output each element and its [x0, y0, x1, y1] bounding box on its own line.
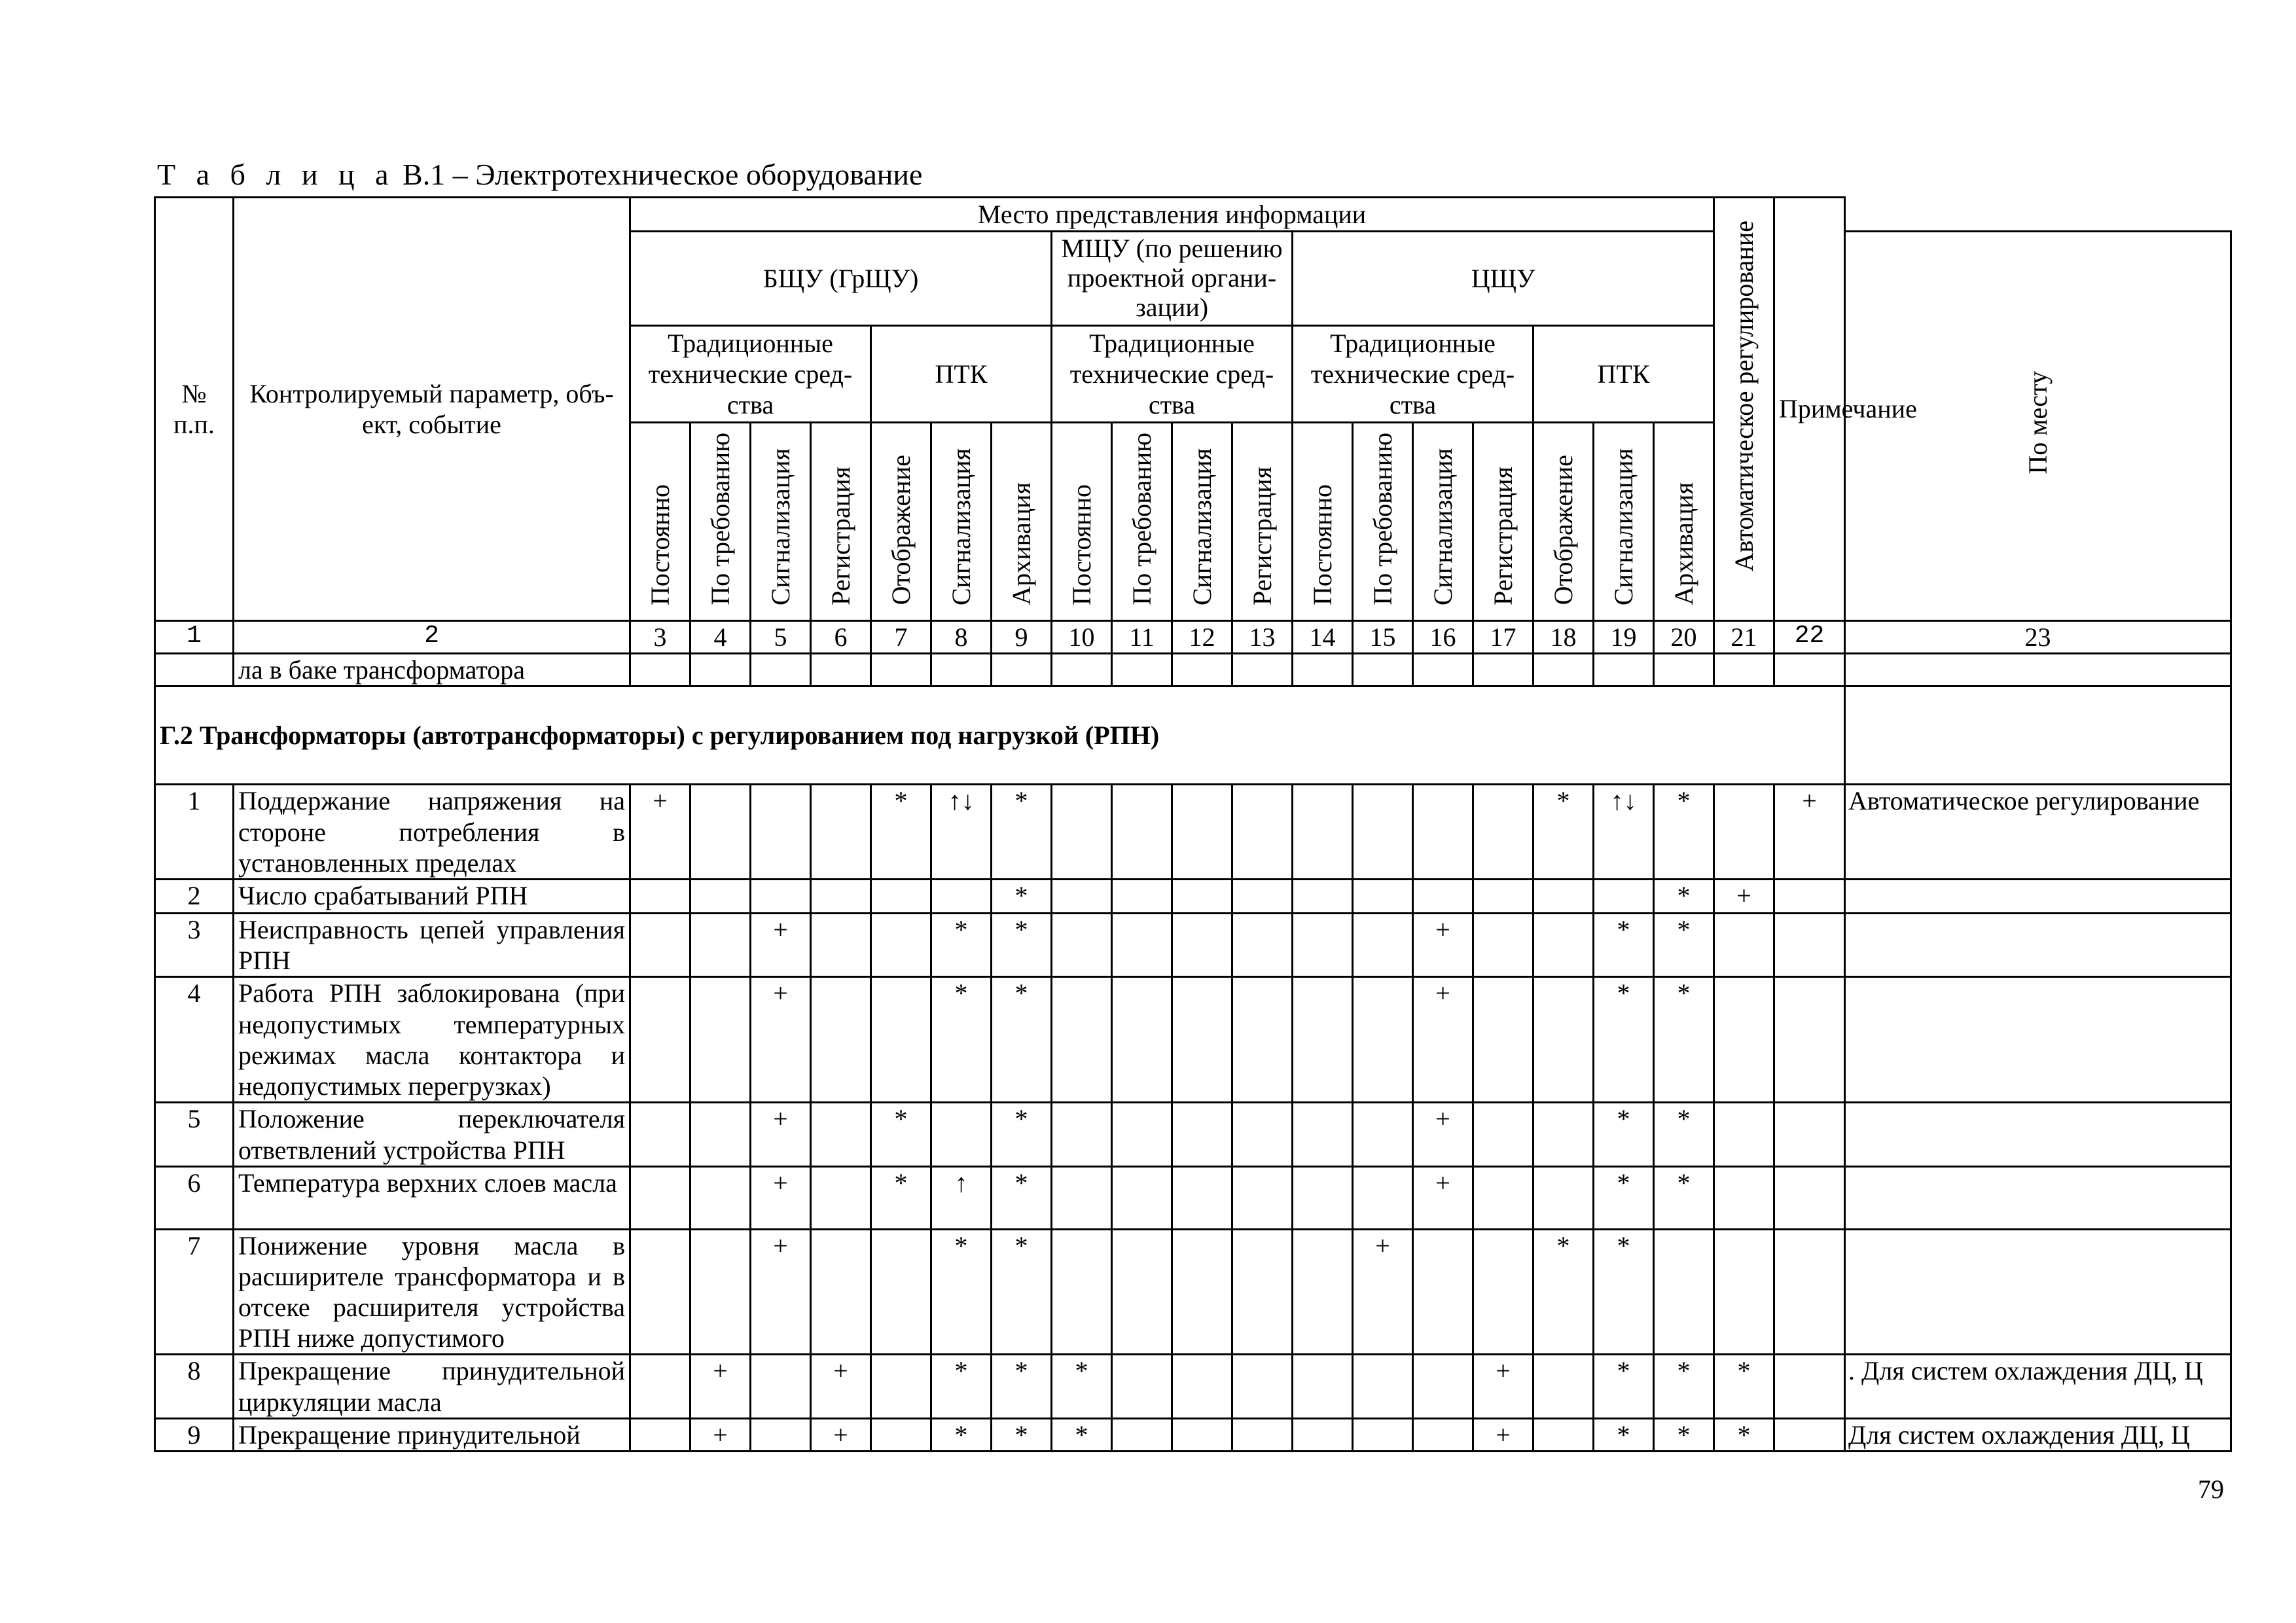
mark-cell — [1774, 1355, 1845, 1418]
mark-cell: + — [1413, 1166, 1473, 1229]
column-number: 6 — [811, 621, 871, 654]
table-row — [155, 977, 2231, 1103]
mark-cell — [1172, 977, 1232, 1103]
mark-cell — [1172, 1355, 1232, 1418]
mark-cell: + — [811, 1355, 871, 1418]
mark-cell — [751, 785, 811, 880]
mark-cell: * — [1594, 1103, 1654, 1166]
mark-cell — [1112, 1229, 1172, 1355]
mark-cell — [1232, 785, 1293, 880]
header-note: Примечание — [1774, 198, 1845, 621]
mark-cell — [691, 785, 751, 880]
mark-cell: + — [691, 1418, 751, 1451]
mark-cell — [1232, 1229, 1293, 1355]
mark-cell — [1473, 1103, 1534, 1166]
header-auto-regulation: Автоматическое регулирование — [1714, 198, 1774, 621]
column-number: 23 — [1845, 621, 2231, 654]
subheader-2: По требованию — [691, 423, 751, 621]
mark-cell — [1293, 1166, 1353, 1229]
row-note — [1845, 977, 2231, 1103]
mark-cell: * — [1654, 1418, 1714, 1451]
mark-cell — [1232, 1103, 1293, 1166]
mark-cell: + — [691, 1355, 751, 1418]
mark-cell — [1473, 879, 1534, 913]
mark-cell — [630, 1166, 691, 1229]
mark-cell — [1714, 913, 1774, 976]
mark-cell: * — [1594, 1229, 1654, 1355]
mark-cell — [871, 1229, 931, 1355]
mark-cell — [1052, 977, 1112, 1103]
mark-cell: * — [1654, 785, 1714, 880]
mark-cell — [1112, 1166, 1172, 1229]
mark-cell: * — [1654, 977, 1714, 1103]
mark-cell — [1534, 1166, 1594, 1229]
mark-cell — [1052, 1103, 1112, 1166]
mark-cell: + — [811, 1418, 871, 1451]
mark-cell — [1473, 1166, 1534, 1229]
mark-cell — [1293, 1355, 1353, 1418]
mark-cell — [1534, 1355, 1594, 1418]
header-traditional-1: Традиционные технические сред-ства — [630, 326, 871, 423]
table-row — [155, 1103, 2231, 1166]
mark-cell: + — [751, 1166, 811, 1229]
mark-cell — [1172, 879, 1232, 913]
mark-cell — [751, 1418, 811, 1451]
mark-cell — [1774, 879, 1845, 913]
subheader-8: Постоянно — [1052, 423, 1112, 621]
mark-cell — [630, 1418, 691, 1451]
continuation-text: ла в баке трансформатора — [234, 654, 630, 687]
mark-cell: * — [1594, 1355, 1654, 1418]
row-parameter: Число срабатываний РПН — [234, 879, 630, 913]
subheader-17: Сигнализация — [1594, 423, 1654, 621]
column-number: 14 — [1293, 621, 1353, 654]
mark-cell: * — [871, 1166, 931, 1229]
row-number: 9 — [155, 1418, 234, 1451]
section-title: Г.2 Трансформаторы (автотрансформаторы) с регулированием под нагрузкой (РПН) — [155, 687, 1845, 785]
mark-cell — [811, 879, 871, 913]
mark-cell: + — [1774, 785, 1845, 880]
mark-cell: * — [992, 977, 1052, 1103]
column-number: 16 — [1413, 621, 1473, 654]
mark-cell: * — [992, 1355, 1052, 1418]
mark-cell: + — [1353, 1229, 1413, 1355]
mark-cell — [1473, 913, 1534, 976]
mark-cell: * — [1594, 913, 1654, 976]
header-bshu: БЩУ (ГрЩУ) — [630, 232, 1052, 326]
subheader-7: Архивация — [992, 423, 1052, 621]
column-number: 15 — [1353, 621, 1413, 654]
column-number: 20 — [1654, 621, 1714, 654]
mark-cell: * — [992, 1103, 1052, 1166]
subheader-10: Сигнализация — [1172, 423, 1232, 621]
header-traditional-3: Традиционные технические сред-ства — [1293, 326, 1534, 423]
mark-cell — [1413, 1418, 1473, 1451]
mark-cell — [1353, 785, 1413, 880]
mark-cell — [1413, 879, 1473, 913]
column-number: 4 — [691, 621, 751, 654]
header-place-of-information: Место представления информации — [630, 198, 1714, 232]
subheader-11: Регистрация — [1232, 423, 1293, 621]
mark-cell — [1112, 1103, 1172, 1166]
mark-cell — [1714, 1103, 1774, 1166]
table-row — [155, 1355, 2231, 1418]
row-parameter: Температура верхних слоев масла — [234, 1166, 630, 1229]
mark-cell: * — [931, 913, 992, 976]
mark-cell — [1714, 785, 1774, 880]
subheader-12: Постоянно — [1293, 423, 1353, 621]
mark-cell — [1293, 913, 1353, 976]
mark-cell: * — [931, 1229, 992, 1355]
row-number: 5 — [155, 1103, 234, 1166]
mark-cell — [630, 1229, 691, 1355]
row-note — [1845, 1166, 2231, 1229]
mark-cell: * — [992, 879, 1052, 913]
caption-number: В.1 — [403, 158, 446, 191]
mark-cell — [1112, 913, 1172, 976]
row-parameter: Понижение уровня масла в расширителе трансформатора и в отсеке расширителя устройства РПН ниже допустимого — [234, 1229, 630, 1355]
mark-cell — [1774, 977, 1845, 1103]
mark-cell — [1473, 1229, 1534, 1355]
mark-cell: ↑ — [931, 1166, 992, 1229]
table-row — [155, 879, 2231, 913]
mark-cell — [1353, 1103, 1413, 1166]
header-traditional-2: Традиционные технические сред-ства — [1052, 326, 1293, 423]
column-number: 2 — [234, 621, 630, 654]
mark-cell — [1353, 1355, 1413, 1418]
mark-cell: * — [931, 977, 992, 1103]
mark-cell: + — [1473, 1355, 1534, 1418]
mark-cell — [871, 913, 931, 976]
mark-cell — [811, 977, 871, 1103]
subheader-16: Отображение — [1534, 423, 1594, 621]
mark-cell: * — [1654, 1355, 1714, 1418]
mark-cell — [1714, 977, 1774, 1103]
header-ptk-1: ПТК — [871, 326, 1052, 423]
mark-cell: * — [1534, 785, 1594, 880]
mark-cell — [1293, 1229, 1353, 1355]
mark-cell — [1473, 977, 1534, 1103]
mark-cell — [1413, 1229, 1473, 1355]
row-note — [1845, 879, 2231, 913]
mark-cell — [1232, 913, 1293, 976]
mark-cell — [811, 1229, 871, 1355]
mark-cell — [1232, 1166, 1293, 1229]
mark-cell — [1714, 1166, 1774, 1229]
mark-cell: * — [1594, 1418, 1654, 1451]
mark-cell: * — [1594, 977, 1654, 1103]
mark-cell — [630, 879, 691, 913]
mark-cell — [1534, 977, 1594, 1103]
column-number: 11 — [1112, 621, 1172, 654]
subheader-5: Отображение — [871, 423, 931, 621]
mark-cell — [1293, 1418, 1353, 1451]
column-number: 21 — [1714, 621, 1774, 654]
mark-cell — [1232, 1418, 1293, 1451]
mark-cell — [1293, 977, 1353, 1103]
mark-cell — [1232, 977, 1293, 1103]
subheader-6: Сигнализация — [931, 423, 992, 621]
mark-cell — [1534, 913, 1594, 976]
row-number: 4 — [155, 977, 234, 1103]
mark-cell: * — [992, 785, 1052, 880]
row-parameter: Неисправность цепей управления РПН — [234, 913, 630, 976]
mark-cell: + — [751, 1229, 811, 1355]
mark-cell — [1052, 785, 1112, 880]
mark-cell — [811, 1166, 871, 1229]
mark-cell — [1112, 977, 1172, 1103]
subheader-3: Сигнализация — [751, 423, 811, 621]
mark-cell — [1413, 1355, 1473, 1418]
mark-cell — [1112, 1418, 1172, 1451]
row-note: Для систем охлаждения ДЦ, Ц — [1845, 1418, 2231, 1451]
mark-cell: + — [630, 785, 691, 880]
mark-cell: * — [1654, 913, 1714, 976]
mark-cell — [1473, 785, 1534, 880]
header-no: № п.п. — [155, 198, 234, 621]
mark-cell — [1052, 913, 1112, 976]
mark-cell — [1172, 1103, 1232, 1166]
subheader-14: Сигнализация — [1413, 423, 1473, 621]
row-note — [1845, 1103, 2231, 1166]
row-number: 8 — [155, 1355, 234, 1418]
continuation-no — [155, 654, 234, 687]
table-row — [155, 1229, 2231, 1355]
mark-cell — [1172, 913, 1232, 976]
mark-cell — [1594, 879, 1654, 913]
mark-cell — [691, 913, 751, 976]
subheader-13: По требованию — [1353, 423, 1413, 621]
mark-cell: + — [1413, 1103, 1473, 1166]
mark-cell — [691, 879, 751, 913]
mark-cell: * — [992, 1166, 1052, 1229]
row-parameter: Поддержание напряжения на стороне потребления в установленных пределах — [234, 785, 630, 880]
mark-cell — [691, 977, 751, 1103]
header-on-site: По месту — [1845, 232, 2231, 621]
subheader-15: Регистрация — [1473, 423, 1534, 621]
mark-cell — [691, 1166, 751, 1229]
table-caption — [157, 157, 922, 192]
mark-cell: * — [992, 1418, 1052, 1451]
mark-cell — [1774, 1229, 1845, 1355]
page-number: 79 — [2198, 1474, 2224, 1504]
mark-cell — [1112, 879, 1172, 913]
row-note: Автоматическое регулирование — [1845, 785, 2231, 880]
mark-cell — [1052, 879, 1112, 913]
column-number: 7 — [871, 621, 931, 654]
row-note — [1845, 1229, 2231, 1355]
column-number: 22 — [1774, 621, 1845, 654]
table-row — [155, 913, 2231, 976]
column-number: 1 — [155, 621, 234, 654]
mark-cell — [1534, 879, 1594, 913]
mark-cell — [1774, 1418, 1845, 1451]
header-mshu: МЩУ (по решению проектной органи-зации) — [1052, 232, 1293, 326]
column-number: 3 — [630, 621, 691, 654]
mark-cell: * — [1654, 1166, 1714, 1229]
mark-cell: * — [1714, 1418, 1774, 1451]
mark-cell — [1112, 785, 1172, 880]
mark-cell — [1232, 1355, 1293, 1418]
column-number: 13 — [1232, 621, 1293, 654]
row-number: 7 — [155, 1229, 234, 1355]
mark-cell — [1774, 913, 1845, 976]
mark-cell: * — [871, 785, 931, 880]
mark-cell: ↑↓ — [931, 785, 992, 880]
mark-cell — [871, 1355, 931, 1418]
row-parameter: Работа РПН заблокирована (при недопустимых температурных режимах масла контактора и недопустимых перегрузках) — [234, 977, 630, 1103]
mark-cell — [1353, 913, 1413, 976]
row-parameter: Прекращение принудительной циркуляции масла — [234, 1355, 630, 1418]
mark-cell: + — [1413, 977, 1473, 1103]
mark-cell — [1534, 1418, 1594, 1451]
row-number: 1 — [155, 785, 234, 880]
mark-cell — [1714, 1229, 1774, 1355]
mark-cell — [811, 1103, 871, 1166]
mark-cell — [871, 879, 931, 913]
mark-cell: * — [1534, 1229, 1594, 1355]
mark-cell: * — [992, 1229, 1052, 1355]
mark-cell: + — [1413, 913, 1473, 976]
caption-title: – Электротехническое оборудование — [445, 158, 923, 191]
mark-cell: * — [1052, 1355, 1112, 1418]
mark-cell — [691, 1103, 751, 1166]
mark-cell — [1293, 879, 1353, 913]
column-number: 19 — [1594, 621, 1654, 654]
mark-cell: + — [751, 977, 811, 1103]
mark-cell — [691, 1229, 751, 1355]
row-parameter: Положение переключателя ответвлений устройства РПН — [234, 1103, 630, 1166]
mark-cell — [630, 1355, 691, 1418]
mark-cell: + — [751, 1103, 811, 1166]
mark-cell: * — [871, 1103, 931, 1166]
mark-cell — [1293, 785, 1353, 880]
mark-cell: * — [1654, 1103, 1714, 1166]
mark-cell: * — [992, 913, 1052, 976]
mark-cell: * — [931, 1355, 992, 1418]
mark-cell — [1172, 1418, 1232, 1451]
mark-cell — [1353, 879, 1413, 913]
mark-cell — [811, 785, 871, 880]
mark-cell — [630, 913, 691, 976]
table-row — [155, 1418, 2231, 1451]
mark-cell — [1172, 1229, 1232, 1355]
mark-cell: * — [1052, 1418, 1112, 1451]
mark-cell: ↑↓ — [1594, 785, 1654, 880]
row-number: 2 — [155, 879, 234, 913]
mark-cell — [1112, 1355, 1172, 1418]
mark-cell: * — [1714, 1355, 1774, 1418]
row-note — [1845, 913, 2231, 976]
mark-cell — [1353, 1166, 1413, 1229]
subheader-4: Регистрация — [811, 423, 871, 621]
mark-cell — [1774, 1103, 1845, 1166]
mark-cell: * — [1594, 1166, 1654, 1229]
header-cshu: ЦЩУ — [1293, 232, 1714, 326]
header-ptk-3: ПТК — [1534, 326, 1714, 423]
column-number: 17 — [1473, 621, 1534, 654]
mark-cell — [931, 1103, 992, 1166]
mark-cell — [1534, 1103, 1594, 1166]
mark-cell: * — [1654, 879, 1714, 913]
column-number: 5 — [751, 621, 811, 654]
equipment-table — [154, 196, 2232, 1452]
mark-cell — [1172, 785, 1232, 880]
mark-cell — [1232, 879, 1293, 913]
mark-cell — [931, 879, 992, 913]
mark-cell — [871, 1418, 931, 1451]
mark-cell — [1774, 1166, 1845, 1229]
row-number: 3 — [155, 913, 234, 976]
subheader-9: По требованию — [1112, 423, 1172, 621]
row-note: . Для систем охлаждения ДЦ, Ц — [1845, 1355, 2231, 1418]
mark-cell — [811, 913, 871, 976]
table-row — [155, 1166, 2231, 1229]
mark-cell — [630, 977, 691, 1103]
mark-cell — [1052, 1166, 1112, 1229]
subheader-1: Постоянно — [630, 423, 691, 621]
row-number: 6 — [155, 1166, 234, 1229]
mark-cell — [871, 977, 931, 1103]
mark-cell: * — [931, 1418, 992, 1451]
mark-cell — [751, 1355, 811, 1418]
mark-cell — [630, 1103, 691, 1166]
column-number: 9 — [992, 621, 1052, 654]
subheader-18: Архивация — [1654, 423, 1714, 621]
mark-cell: + — [1473, 1418, 1534, 1451]
row-parameter: Прекращение принудительной — [234, 1418, 630, 1451]
mark-cell — [1413, 785, 1473, 880]
column-number: 12 — [1172, 621, 1232, 654]
caption-prefix: Т а б л и ц а — [157, 158, 395, 191]
mark-cell — [1172, 1166, 1232, 1229]
mark-cell: + — [751, 913, 811, 976]
header-parameter: Контролируемый параметр, объ- ект, событие — [234, 198, 630, 621]
column-number: 10 — [1052, 621, 1112, 654]
mark-cell — [1052, 1229, 1112, 1355]
mark-cell — [1654, 1229, 1714, 1355]
column-number: 18 — [1534, 621, 1594, 654]
mark-cell — [1353, 977, 1413, 1103]
mark-cell: + — [1714, 879, 1774, 913]
table-row — [155, 785, 2231, 880]
mark-cell — [751, 879, 811, 913]
mark-cell — [1353, 1418, 1413, 1451]
mark-cell — [1293, 1103, 1353, 1166]
column-number: 8 — [931, 621, 992, 654]
